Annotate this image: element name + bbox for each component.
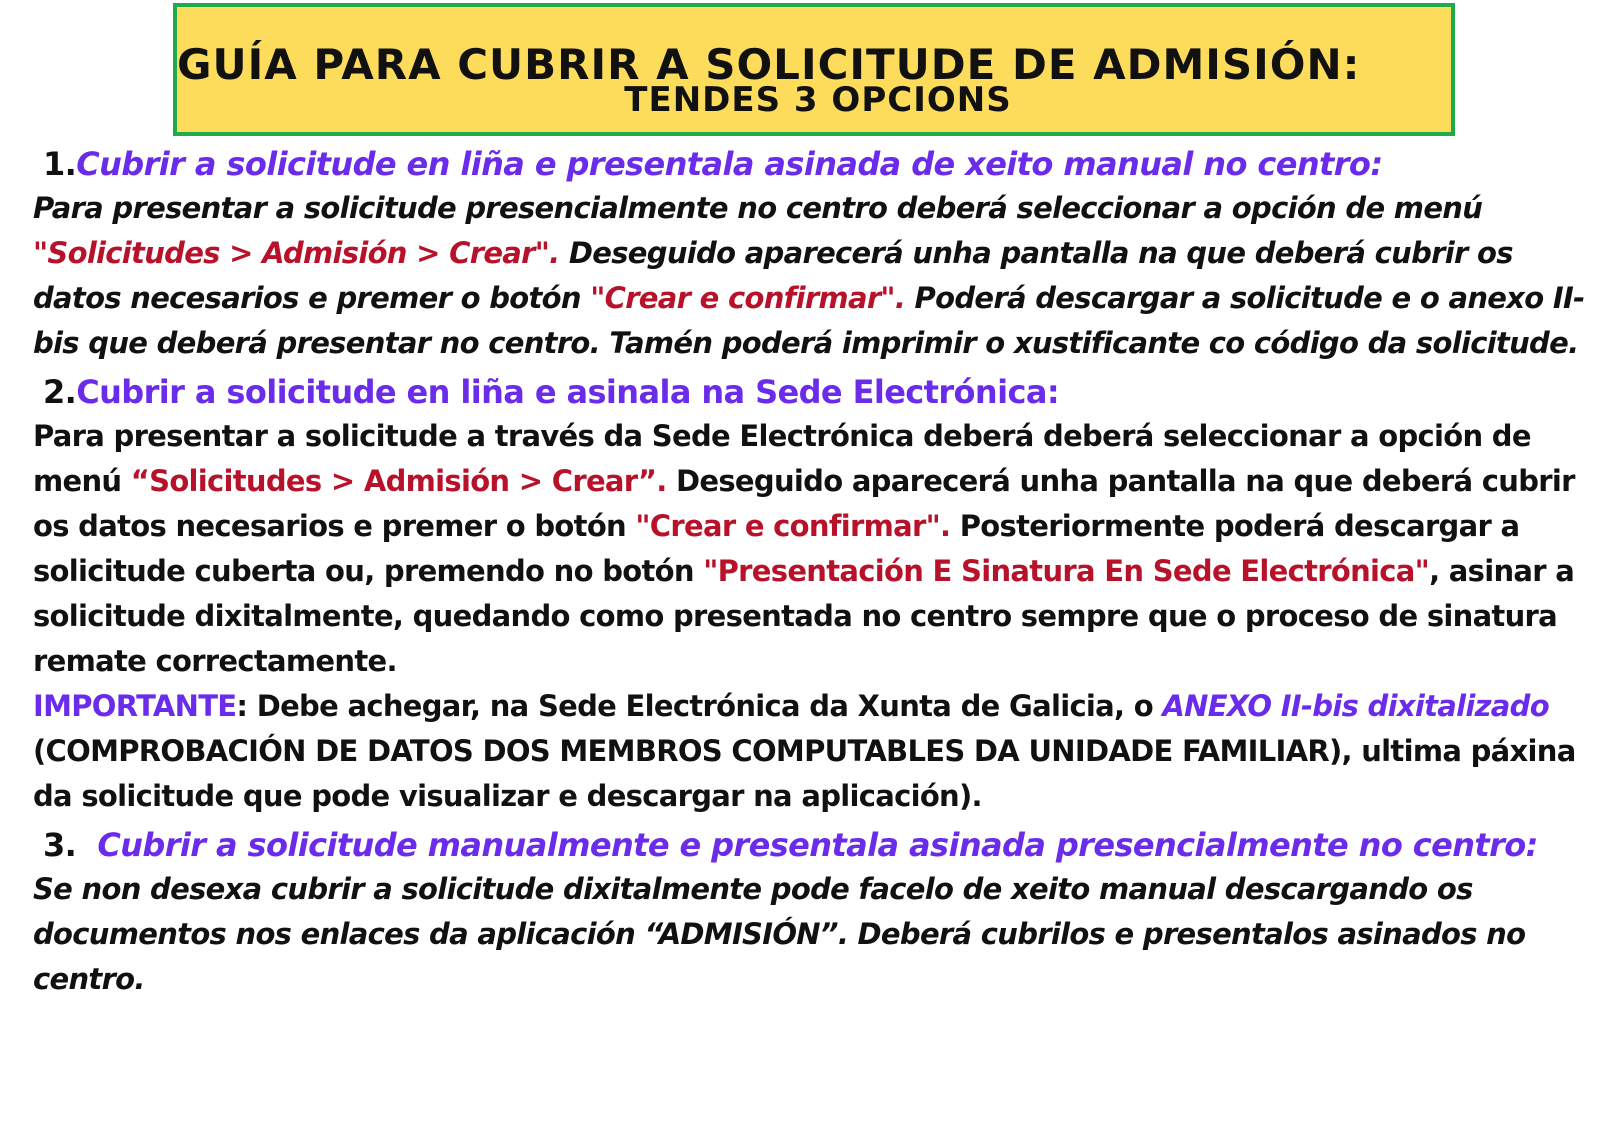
guide-content: [33, 140, 1593, 1002]
option-2-button-name: "Crear e confirmar".: [635, 509, 951, 543]
option-3-text-1: Se non desexa cubrir a solicitude dixitalmente pode facelo de xeito manual descargando os documentos nos enlaces da aplicación “ADMISIÓN”. Deberá cubrilos e presentalos asinados no centro.: [33, 872, 1526, 996]
option-1-text-1: Para presentar a solicitude presencialmente no centro deberá seleccionar a opción de menú: [33, 191, 1483, 225]
important-label: IMPORTANTE: [33, 689, 237, 723]
option-2-menu-path: “Solicitudes > Admisión > Crear”.: [130, 464, 667, 498]
option-1-description: [33, 186, 1593, 366]
important-text-1: : Debe achegar, na Sede Electrónica da Xunta de Galicia, o: [236, 689, 1163, 723]
option-2-sign-button-name: "Presentación E Sinatura En Sede Electrónica": [703, 554, 1430, 588]
option-1-button-name: "Crear e confirmar".: [590, 281, 906, 315]
page-title: GUÍA PARA CUBRIR A SOLICITUDE DE ADMISIÓN:: [177, 40, 1361, 89]
option-2-text-4: , asinar a solicitude dixitalmente, quedando como presentada no centro sempre que o proceso de sinatura remate correctamente.: [33, 554, 1575, 678]
option-2-description: [33, 414, 1593, 819]
page-subtitle: TENDES 3 OPCIONS: [624, 80, 1012, 120]
option-2-title: Cubrir a solicitude en liña e asinala na Sede Electrónica:: [76, 373, 1060, 411]
option-1-text-3: Poderá descargar a solicitude e o anexo II-bis que deberá presentar no centro. Tamén poderá imprimir o xustificante co código da solicitude.: [33, 281, 1585, 360]
important-text-2: (COMPROBACIÓN DE DATOS DOS MEMBROS COMPUTABLES DA UNIDADE FAMILIAR), ultima páxina da solicitude que pode visualizar e descargar na aplicación).: [33, 734, 1576, 813]
option-2-text-1: Para presentar a solicitude a través da Sede Electrónica deberá deberá seleccionar a opción de menú: [33, 419, 1531, 498]
option-1-number: 1.: [43, 145, 77, 183]
option-1-text-2: Deseguido aparecerá unha pantalla na que deberá cubrir os datos necesarios e premer o botón: [33, 236, 1513, 315]
option-3-title: Cubrir a solicitude manualmente e presentala asinada presencialmente no centro:: [97, 826, 1538, 864]
option-3-heading: [33, 823, 1593, 867]
option-1-heading: [33, 142, 1593, 186]
option-2-heading: [33, 370, 1593, 414]
option-2-number: 2.: [43, 373, 77, 411]
important-annex: ANEXO II-bis dixitalizado: [1162, 689, 1549, 723]
option-1-title: Cubrir a solicitude en liña e presentala asinada de xeito manual no centro:: [76, 145, 1383, 183]
option-2-text-3: Posteriormente poderá descargar a solicitude cuberta ou, premendo no botón: [33, 509, 1520, 588]
option-3-description: [33, 867, 1593, 1002]
option-3-number: 3.: [43, 826, 77, 864]
option-2-text-2: Deseguido aparecerá unha pantalla na que deberá cubrir os datos necesarios e premer o botón: [33, 464, 1575, 543]
option-1-menu-path: "Solicitudes > Admisión > Crear".: [33, 236, 560, 270]
header-banner: [173, 3, 1455, 136]
